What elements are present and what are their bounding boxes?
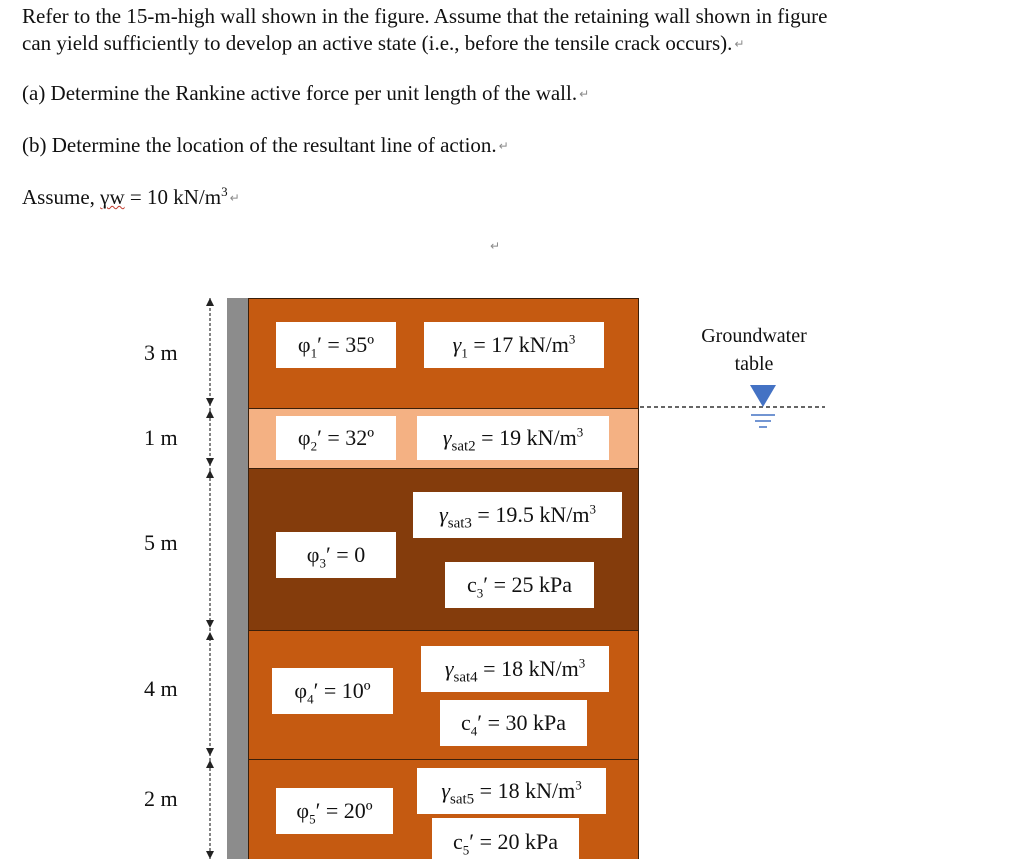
empty-paragraph — [488, 232, 500, 260]
layer-4-cohesion: $c_4' = 30$ kPa — [440, 700, 587, 746]
part-b — [22, 132, 509, 160]
layer-2-phi: $\varphi_2'$ = 32º — [276, 416, 396, 460]
assume-prefix: Assume, — [22, 185, 101, 209]
assume-value: = 10 kN/m — [124, 185, 222, 209]
groundwater-label-line-1: Groundwater — [701, 325, 807, 347]
paragraph-mark-icon: ↵ — [490, 239, 501, 253]
part-b-text: (b) Determine the location of the resultant line of action. — [22, 133, 497, 157]
gamma-w-symbol: γw — [100, 185, 125, 209]
paragraph-mark-icon: ↵ — [734, 37, 745, 51]
cube-superscript: 3 — [221, 184, 228, 199]
problem-line-1-text: Refer to the 15-m-high wall shown in the figure. Assume that the retaining wall shown in figure — [22, 4, 828, 28]
assumption — [22, 184, 240, 212]
layer-2-thickness: 1 m — [144, 425, 178, 450]
layer-3-gamma: $\gamma_{sat3} = 19.5$ $kN/m^3$ — [413, 492, 622, 538]
groundwater-label — [680, 322, 828, 378]
layer-3-thickness: 5 m — [144, 530, 178, 555]
layer-1-gamma: $\gamma_1 = 17$ $kN/m^3$ — [424, 322, 604, 368]
layer-5-cohesion: $c_5' = 20$ kPa — [432, 818, 579, 859]
layer-5-thickness: 2 m — [144, 786, 178, 811]
layer-4-gamma: $\gamma_{sat4} = 18$ $kN/m^3$ — [421, 646, 609, 692]
layer-3-cohesion: $c_3' = 25$ kPa — [445, 562, 594, 608]
layer-5-gamma: $\gamma_{sat5} = 18$ $kN/m^3$ — [417, 768, 606, 814]
retaining-wall — [227, 298, 248, 859]
problem-line-2 — [22, 30, 744, 58]
layer-5-phi: $\varphi_5'$ = 20º — [276, 788, 393, 834]
dimension-axis — [200, 298, 220, 859]
problem-line-2-text: can yield sufficiently to develop an active state (i.e., before the tensile crack occurs). — [22, 31, 733, 55]
water-table-icon — [640, 380, 830, 440]
paragraph-mark-icon: ↵ — [498, 139, 509, 153]
layer-1-thickness: 3 m — [144, 340, 178, 365]
part-a-text: (a) Determine the Rankine active force per unit length of the wall. — [22, 81, 578, 105]
part-a — [22, 80, 589, 108]
paragraph-mark-icon: ↵ — [579, 87, 590, 101]
problem-line-1 — [22, 3, 827, 30]
groundwater-label-line-2: table — [734, 353, 774, 375]
paragraph-mark-icon: ↵ — [229, 191, 240, 205]
layer-3-phi: $\varphi_3' = 0$ — [276, 532, 396, 578]
layer-4-phi: $\varphi_4'$ = 10º — [272, 668, 393, 714]
layer-4-thickness: 4 m — [144, 676, 178, 701]
layer-1-phi: $\varphi_1'$ = 35º — [276, 322, 396, 368]
layer-2-gamma: $\gamma_{sat2} = 19$ $kN/m^3$ — [417, 416, 609, 460]
